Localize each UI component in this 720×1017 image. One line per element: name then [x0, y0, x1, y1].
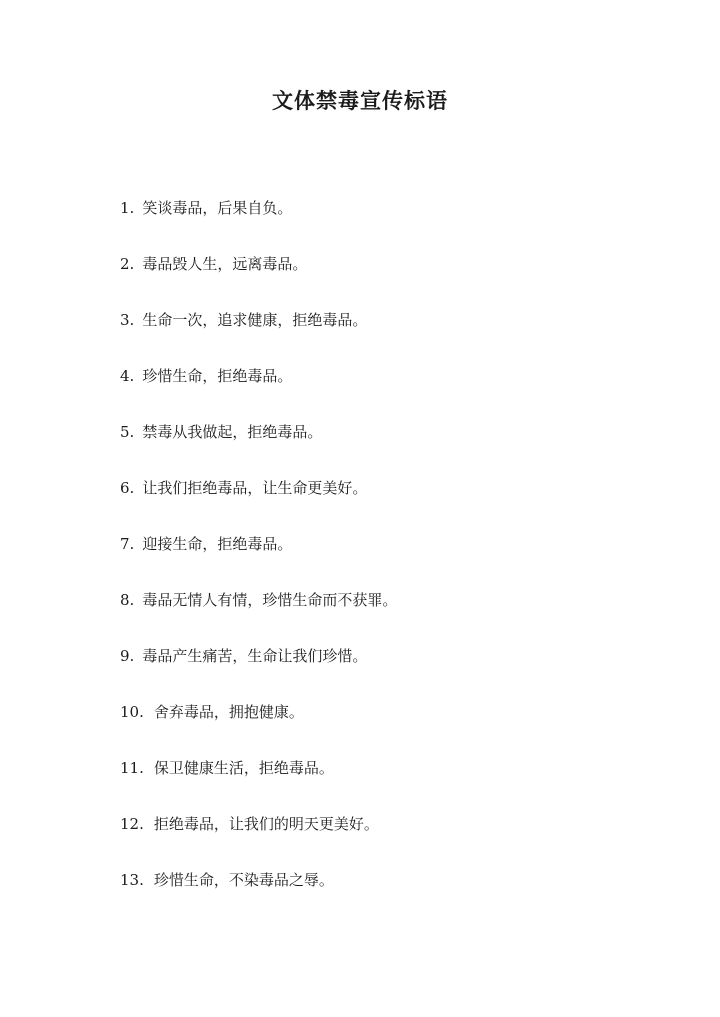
- list-item: [120, 754, 640, 810]
- item-number: 12.: [120, 815, 144, 833]
- item-text: 拒绝毒品，让我们的明天更美好。: [153, 815, 379, 833]
- item-text: 毒品毁人生，远离毒品。: [142, 255, 308, 273]
- item-text: 禁毒从我做起，拒绝毒品。: [142, 423, 323, 441]
- item-text: 保卫健康生活，拒绝毒品。: [153, 759, 334, 777]
- item-number: 9.: [120, 647, 135, 665]
- item-number: 13.: [120, 871, 144, 889]
- list-item: [120, 810, 640, 866]
- item-number: 10.: [120, 703, 144, 721]
- item-text: 迎接生命，拒绝毒品。: [142, 535, 293, 553]
- item-text: 珍惜生命，不染毒品之辱。: [153, 871, 334, 889]
- item-text: 舍弃毒品，拥抱健康。: [153, 703, 304, 721]
- item-text: 笑谈毒品，后果自负。: [142, 199, 293, 217]
- list-item: [120, 866, 640, 922]
- list-item: [120, 474, 640, 530]
- list-item: [120, 306, 640, 362]
- item-number: 7.: [120, 535, 135, 553]
- list-item: [120, 586, 640, 642]
- item-number: 3.: [120, 311, 135, 329]
- list-item: [120, 698, 640, 754]
- list-item: [120, 362, 640, 418]
- item-text: 珍惜生命，拒绝毒品。: [142, 367, 293, 385]
- item-number: 2.: [120, 255, 135, 273]
- list-item: [120, 250, 640, 306]
- item-text: 毒品无情人有情，珍惜生命而不获罪。: [142, 591, 398, 609]
- item-number: 5.: [120, 423, 135, 441]
- item-number: 4.: [120, 367, 135, 385]
- item-text: 生命一次，追求健康，拒绝毒品。: [142, 311, 368, 329]
- item-number: 6.: [120, 479, 135, 497]
- item-number: 8.: [120, 591, 135, 609]
- list-item: [120, 418, 640, 474]
- item-text: 让我们拒绝毒品，让生命更美好。: [142, 479, 368, 497]
- list-item: [120, 642, 640, 698]
- item-number: 11.: [120, 759, 144, 777]
- document-title: 文体禁毒宣传标语: [272, 88, 448, 113]
- item-number: 1.: [120, 199, 135, 217]
- slogan-list: [120, 194, 640, 922]
- item-text: 毒品产生痛苦，生命让我们珍惜。: [142, 647, 368, 665]
- list-item: [120, 194, 640, 250]
- list-item: [120, 530, 640, 586]
